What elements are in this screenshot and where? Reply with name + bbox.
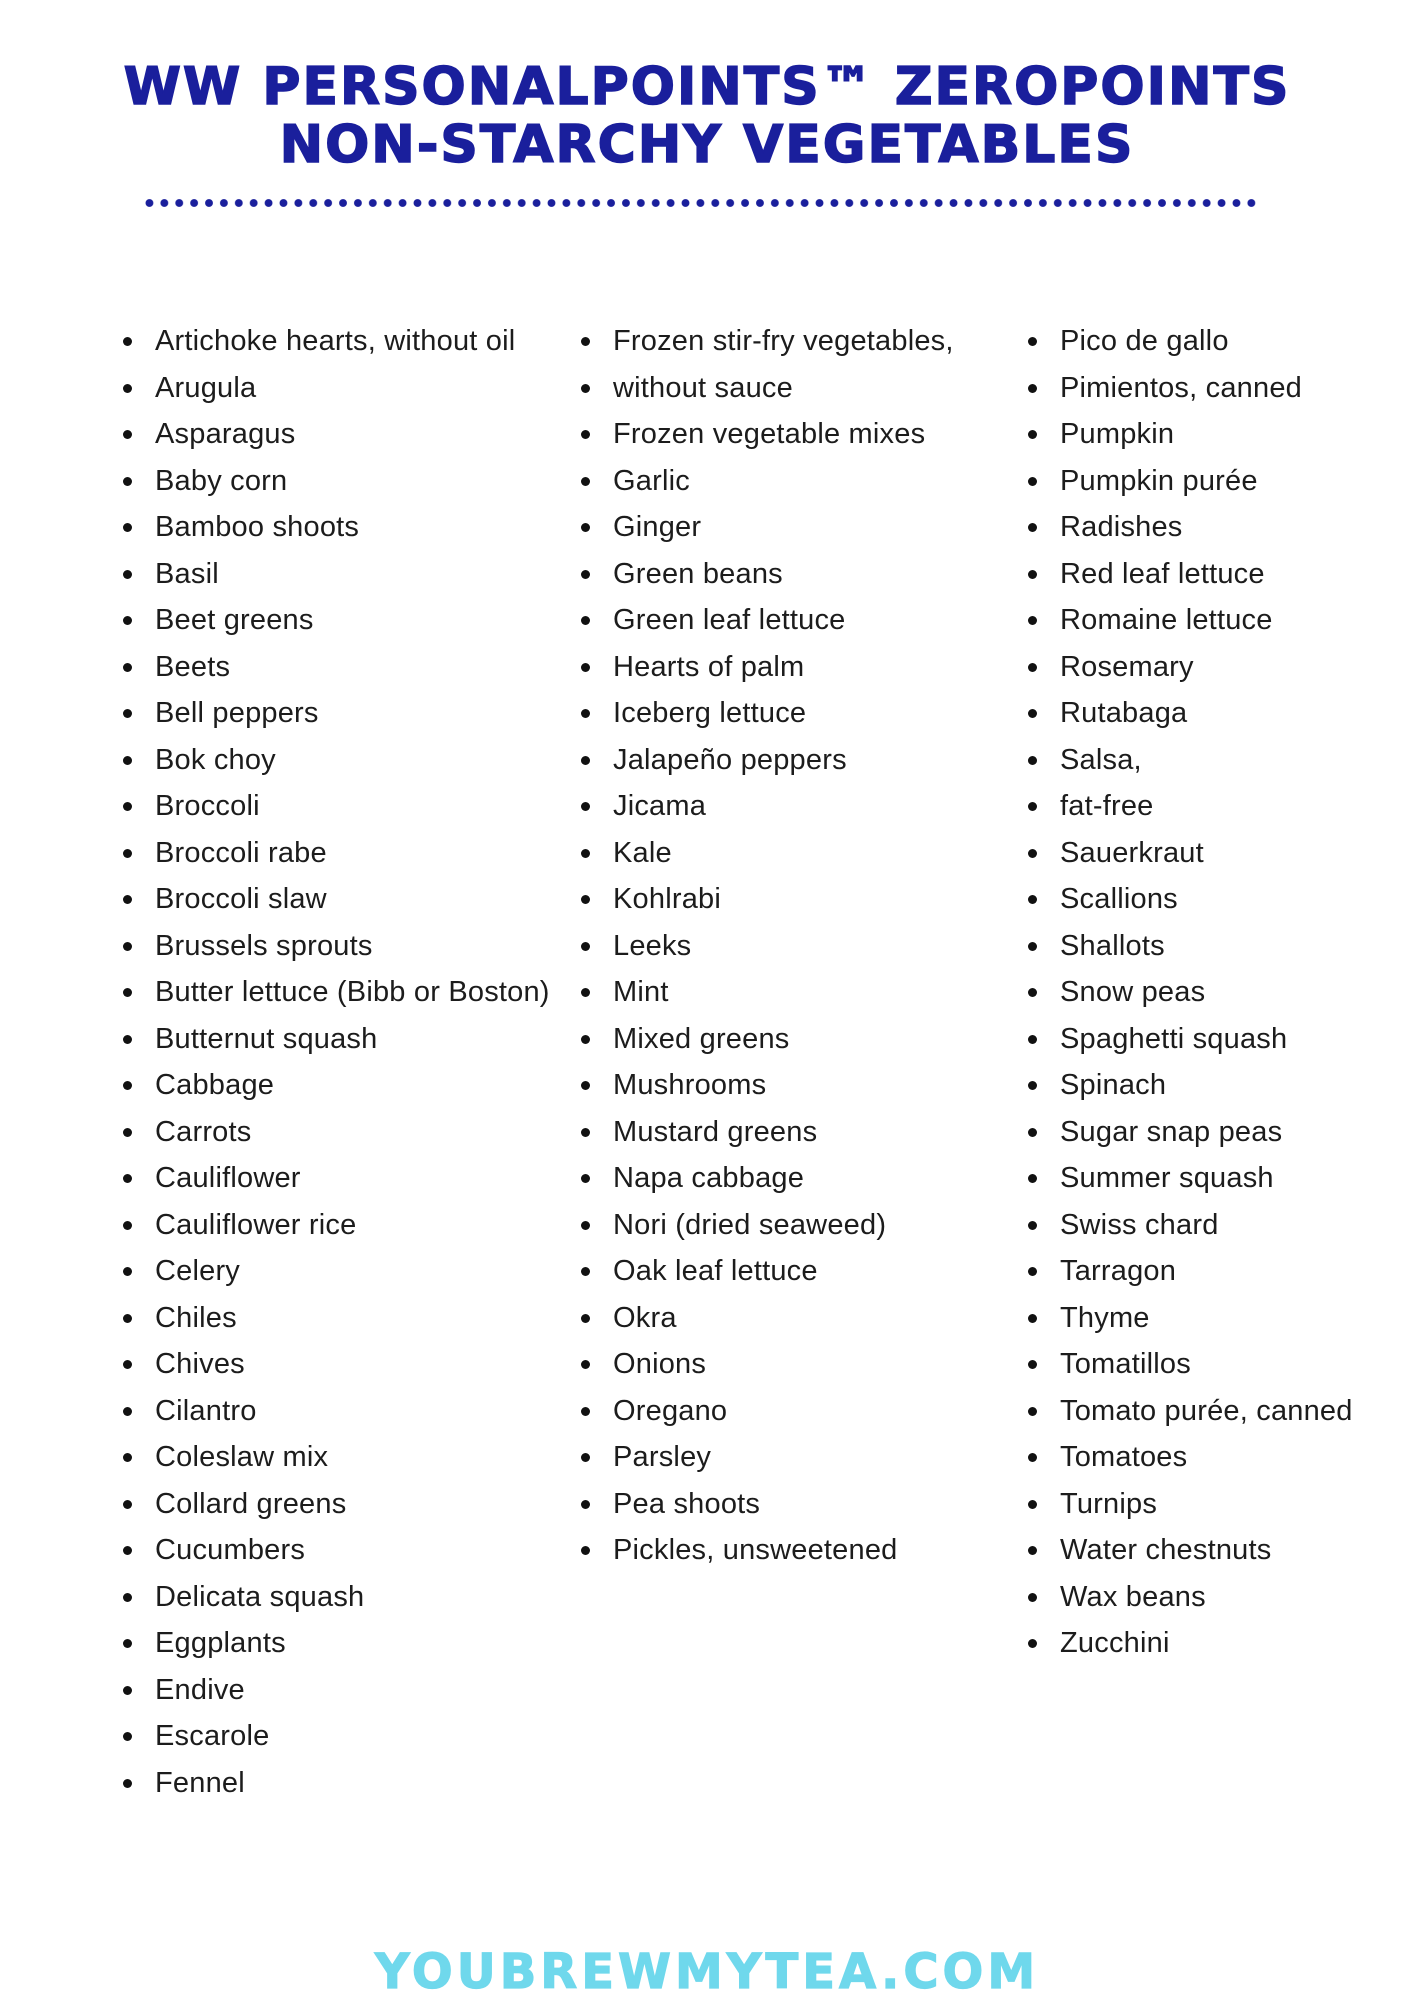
list-item: Rosemary (1028, 644, 1353, 691)
list-item: Green beans (581, 551, 954, 598)
list-item: Frozen stir-fry vegetables, (581, 318, 954, 365)
list-item: Napa cabbage (581, 1155, 954, 1202)
list-item: Celery (123, 1248, 550, 1295)
list-item: Pimientos, canned (1028, 365, 1353, 412)
list-item: fat-free (1028, 783, 1353, 830)
list-item: Mixed greens (581, 1016, 954, 1063)
list-item: Arugula (123, 365, 550, 412)
vegetable-list-column-3 (1028, 318, 1353, 1667)
list-item: Water chestnuts (1028, 1527, 1353, 1574)
list-item: Beets (123, 644, 550, 691)
list-item: Sauerkraut (1028, 830, 1353, 877)
list-item: Kohlrabi (581, 876, 954, 923)
list-item: Jicama (581, 783, 954, 830)
list-item: Pumpkin purée (1028, 458, 1353, 505)
list-item: Mushrooms (581, 1062, 954, 1109)
list-item: Thyme (1028, 1295, 1353, 1342)
list-item: Hearts of palm (581, 644, 954, 691)
footer-website: YOUBREWMYTEA.COM (374, 1944, 1040, 2000)
list-item: Endive (123, 1667, 550, 1714)
list-item: Cucumbers (123, 1527, 550, 1574)
list-item: Leeks (581, 923, 954, 970)
list-item: Brussels sprouts (123, 923, 550, 970)
list-item: Scallions (1028, 876, 1353, 923)
list-item: Chives (123, 1341, 550, 1388)
list-item: Mustard greens (581, 1109, 954, 1156)
list-item: Oregano (581, 1388, 954, 1435)
list-item: Cilantro (123, 1388, 550, 1435)
list-item: Swiss chard (1028, 1202, 1353, 1249)
list-item: Eggplants (123, 1620, 550, 1667)
list-item: Basil (123, 551, 550, 598)
dotted-divider (142, 196, 1262, 210)
list-item: Bamboo shoots (123, 504, 550, 551)
list-item: Ginger (581, 504, 954, 551)
list-item: Butter lettuce (Bibb or Boston) (123, 969, 550, 1016)
list-item: Oak leaf lettuce (581, 1248, 954, 1295)
vegetable-list-column-1 (123, 318, 550, 1806)
list-item: Nori (dried seaweed) (581, 1202, 954, 1249)
list-item: Pumpkin (1028, 411, 1353, 458)
list-item: Shallots (1028, 923, 1353, 970)
vegetable-list-column-2 (581, 318, 954, 1574)
list-item: Broccoli slaw (123, 876, 550, 923)
list-item: Radishes (1028, 504, 1353, 551)
list-item: Coleslaw mix (123, 1434, 550, 1481)
list-item: Tarragon (1028, 1248, 1353, 1295)
list-item: Butternut squash (123, 1016, 550, 1063)
list-item: Broccoli (123, 783, 550, 830)
list-item: Salsa, (1028, 737, 1353, 784)
list-item: Broccoli rabe (123, 830, 550, 877)
list-item: Romaine lettuce (1028, 597, 1353, 644)
page-title-line-1: WW PERSONALPOINTS™ ZEROPOINTS (123, 57, 1291, 117)
list-item: Pico de gallo (1028, 318, 1353, 365)
list-item: Kale (581, 830, 954, 877)
page-title-line-2: NON-STARCHY VEGETABLES (279, 115, 1135, 175)
list-item: Tomato purée, canned (1028, 1388, 1353, 1435)
list-item: Pickles, unsweetened (581, 1527, 954, 1574)
list-item: Turnips (1028, 1481, 1353, 1528)
list-item: Escarole (123, 1713, 550, 1760)
list-item: Snow peas (1028, 969, 1353, 1016)
list-item: Parsley (581, 1434, 954, 1481)
list-item: Spinach (1028, 1062, 1353, 1109)
list-item: Mint (581, 969, 954, 1016)
list-item: Iceberg lettuce (581, 690, 954, 737)
list-item: Wax beans (1028, 1574, 1353, 1621)
list-item: Summer squash (1028, 1155, 1353, 1202)
list-item: Onions (581, 1341, 954, 1388)
list-item: Jalapeño peppers (581, 737, 954, 784)
list-item: Tomatillos (1028, 1341, 1353, 1388)
list-item: Sugar snap peas (1028, 1109, 1353, 1156)
list-item: Chiles (123, 1295, 550, 1342)
list-item: Artichoke hearts, without oil (123, 318, 550, 365)
list-item: Fennel (123, 1760, 550, 1807)
list-item: Pea shoots (581, 1481, 954, 1528)
list-item: Beet greens (123, 597, 550, 644)
list-item: Zucchini (1028, 1620, 1353, 1667)
list-item: Delicata squash (123, 1574, 550, 1621)
list-item: Asparagus (123, 411, 550, 458)
list-item: Baby corn (123, 458, 550, 505)
list-item: Cauliflower (123, 1155, 550, 1202)
list-item: Okra (581, 1295, 954, 1342)
list-item: Cauliflower rice (123, 1202, 550, 1249)
list-item: Red leaf lettuce (1028, 551, 1353, 598)
list-item: Rutabaga (1028, 690, 1353, 737)
list-item: Carrots (123, 1109, 550, 1156)
list-item: without sauce (581, 365, 954, 412)
list-item: Collard greens (123, 1481, 550, 1528)
list-item: Cabbage (123, 1062, 550, 1109)
list-item: Bell peppers (123, 690, 550, 737)
list-item: Garlic (581, 458, 954, 505)
list-item: Frozen vegetable mixes (581, 411, 954, 458)
list-item: Green leaf lettuce (581, 597, 954, 644)
page-title (0, 58, 1414, 174)
list-item: Bok choy (123, 737, 550, 784)
list-item: Tomatoes (1028, 1434, 1353, 1481)
list-item: Spaghetti squash (1028, 1016, 1353, 1063)
